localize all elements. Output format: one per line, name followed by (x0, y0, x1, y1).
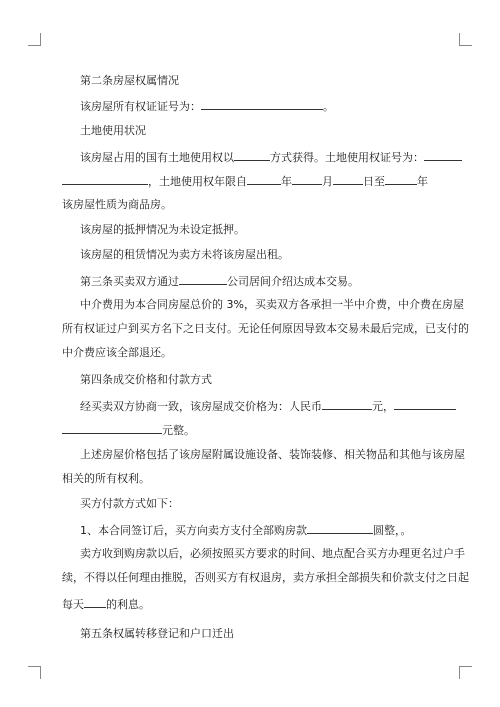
blank-field[interactable] (84, 596, 106, 608)
agency-fee-line-3: 中介费应该全部退还。 (62, 346, 172, 359)
land-use-line-1: 该房屋占用的国有土地使用权以 方式获得。土地使用权证号为： (80, 149, 460, 165)
mortgage-line: 该房屋的抵押情况为未设定抵押。 (80, 223, 245, 236)
transfer-line-3: 每天 的利息。 (62, 598, 150, 611)
crop-mark-top-right (459, 33, 472, 46)
section-heading-4: 第四条成交价格和付款方式 (80, 373, 212, 386)
blank-field[interactable] (307, 522, 373, 534)
land-use-line-2: ，土地使用权年限自 年 月 日至 年 (62, 173, 442, 189)
crop-mark-bottom-right (459, 666, 472, 679)
blank-field[interactable] (394, 398, 456, 410)
lease-line: 该房屋的租赁情况为卖方未将该房屋出租。 (80, 248, 289, 261)
transfer-line-1: 卖方收到购房款以后，必须按照买方要求的时间、地点配合买方办理更名过户手 (80, 547, 465, 560)
blank-field[interactable] (322, 398, 372, 410)
payment-line-1: 1、本合同签订后，买方向卖方支付全部购房款 圆整，。 (80, 524, 412, 537)
agency-fee-line-1: 中介费用为本合同房屋总价的 3%，买卖双方各承担一半中介费，中介费在房屋 (80, 298, 464, 311)
property-nature-line: 该房屋性质为商品房。 (62, 198, 172, 211)
payment-method-heading: 买方付款方式如下： (80, 497, 179, 510)
section-heading-3: 第三条买卖双方通过 公司居间介绍达成本交易。 (80, 275, 359, 288)
blank-field[interactable] (385, 173, 417, 185)
agency-fee-line-2: 所有权证过户到买方名下之日支付。无论任何原因导致本交易未最后完成，已支付的 (62, 322, 469, 335)
blank-field[interactable] (62, 173, 148, 185)
price-scope-line-1: 上述房屋价格包括了该房屋附属设施设备、装饰装修、相关物品和其他与该房屋 (80, 448, 465, 461)
land-use-heading: 土地使用状况 (80, 124, 146, 137)
price-line-2: 元整。 (62, 422, 442, 438)
section-heading-5: 第五条权属转移登记和户口迁出 (80, 627, 234, 640)
section-heading-2: 第二条房屋权属情况 (80, 74, 179, 87)
blank-field[interactable] (333, 173, 363, 185)
blank-field[interactable] (62, 422, 162, 434)
blank-field[interactable] (179, 273, 227, 285)
price-scope-line-2: 相关的所有权利。 (62, 472, 150, 485)
ownership-cert-line: 该房屋所有权证证号为： 。 (80, 100, 334, 113)
blank-field[interactable] (292, 173, 322, 185)
crop-mark-top-left (28, 33, 41, 46)
crop-mark-bottom-left (28, 666, 41, 679)
blank-field[interactable] (201, 98, 323, 110)
price-line-1: 经买卖双方协商一致，该房屋成交价格为：人民币 元， (80, 398, 460, 414)
transfer-line-2: 续，不得以任何理由推脱，否则买方有权退房，卖方承担全部损失和价款支付之日起 (62, 571, 469, 584)
blank-field[interactable] (424, 149, 462, 161)
blank-field[interactable] (247, 173, 281, 185)
blank-field[interactable] (234, 149, 270, 161)
